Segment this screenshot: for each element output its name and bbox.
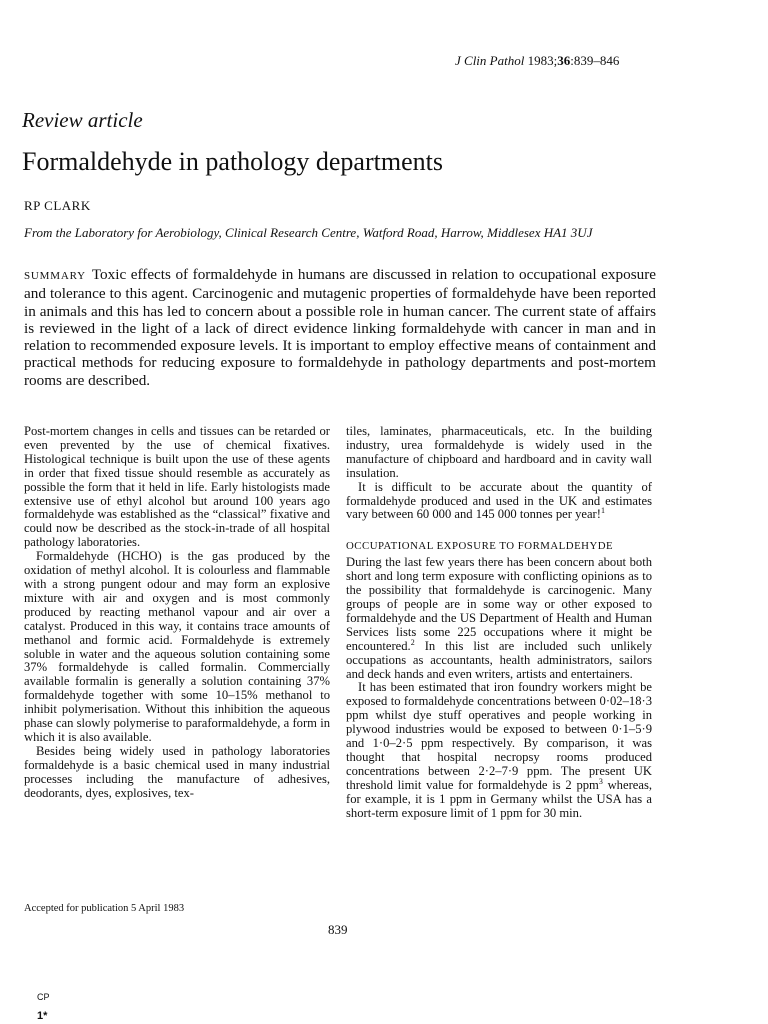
section-heading: OCCUPATIONAL EXPOSURE TO FORMALDEHYDE [346, 540, 614, 553]
body-paragraph: Formaldehyde (HCHO) is the gas produced by the oxidation of methyl alcohol. It is colourless and flammable with a strong pungent odour and may form an explosive mixture with air and oxygen and is most commonly produced by reacting methanol vapour and air over a catalyst. Produced in this way, it contains trace amounts of methanol and formic acid. Formaldehyde is extremely soluble in water and the aqueous solution containing some 37% formaldehyde is called formalin. Commercially available formalin is generally a solution containing 37% formaldehyde together with some 10–15% methanol to inhibit polymerisation. Without this inhibition the aqueous phase can slowly polymerise to paraformaldehyde, a form in which it is also available. [24, 549, 330, 744]
journal-year: 1983; [527, 53, 558, 68]
author-affiliation: From the Laboratory for Aerobiology, Clinical Research Centre, Watford Road, Harrow, Middlesex HA1 3UJ [24, 225, 593, 240]
reference-marker[interactable]: 1 [600, 506, 605, 516]
page-number: 839 [328, 922, 348, 937]
printer-mark-cp: CP [37, 992, 50, 1002]
abstract-text: Toxic effects of formaldehyde in humans are discussed in relation to occupational exposure and tolerance to this agent. Carcinogenic and mutagenic properties of formaldehyde have been reported in animals and this has led to concern about a possible role in human cancer. The current state of affairs is reviewed in the light of a lack of direct evidence linking formaldehyde with cancer in man and in relation to recommended exposure levels. It is important to employ effective means of containment and practical methods for reducing exposure to formaldehyde in pathology departments and post-mortem rooms are described. [24, 266, 656, 389]
body-column-right [346, 425, 652, 820]
reference-marker[interactable]: 2 [410, 637, 415, 647]
abstract [24, 266, 656, 389]
journal-citation [455, 53, 619, 69]
paragraph-text: whereas, for example, it is 1 ppm in Germany whilst the USA has a short-term exposure limit of 1 ppm for 30 min. [346, 777, 652, 820]
printer-signature-mark: 1* [37, 1010, 48, 1022]
author-name: RP CLARK [24, 198, 91, 213]
journal-volume: 36 [557, 53, 571, 68]
body-paragraph: tiles, laminates, pharmaceuticals, etc. In the building industry, urea formaldehyde is widely used in the manufacture of chipboard and hardboard and in cavity wall insulation. [346, 424, 652, 480]
body-paragraph [346, 556, 652, 681]
reference-marker[interactable]: 3 [598, 776, 603, 786]
body-paragraph: Besides being widely used in pathology laboratories formaldehyde is a basic chemical used in many industrial processes including the manufacture of adhesives, deodorants, dyes, explosives, tex- [24, 743, 330, 800]
article-title: Formaldehyde in pathology departments [22, 147, 443, 176]
body-paragraph: Post-mortem changes in cells and tissues can be retarded or even prevented by the use of chemical fixatives. Histological technique is built upon the use of these agents in order that fixed tissue should resemble as accurately as possible the form that it held in life. Early histologists made extensive use of ethyl alcohol but around 100 years ago formaldehyde was established as the “classical” fixative and could now be described as the stock-in-trade of all hospital pathology laboratories. [24, 424, 330, 550]
journal-name: J Clin Pathol [455, 53, 525, 68]
paragraph-text: During the last few years there has been concern about both short and long term exposure with conflicting opinions as to the possibility that formaldehyde is carcinogenic. Many groups of people are in some way or other exposed to formaldehyde and the US Department of Health and Human Services lists some 225 occupations where it might be encountered. [346, 555, 652, 653]
body-paragraph [346, 481, 652, 523]
paragraph-text: It has been estimated that iron foundry workers might be exposed to formaldehyde concentrations between 0·02–18·3 ppm whilst dye stuff operatives and people working in plywood industries would be exposed to between 0·1–5·9 and 1·0–2·5 ppm respectively. By comparison, it was thought that hospital necropsy rooms produced concentrations between 2·2–7·9 ppm. The present UK threshold limit value for formaldehyde is 2 ppm [346, 680, 652, 792]
body-paragraph [346, 681, 652, 820]
article-type-label: Review article [22, 108, 143, 132]
accepted-date-note: Accepted for publication 5 April 1983 [24, 903, 185, 914]
paragraph-text: It is difficult to be accurate about the quantity of formaldehyde produced and used in the UK and estimates vary between 60 000 and 145 000 tonnes per year! [346, 479, 652, 522]
journal-pages: :839–846 [570, 53, 620, 68]
body-column-left [24, 425, 330, 800]
paragraph-text: In this list are included such unlikely occupations as accountants, health administrators, sailors and deck hands and even writers, artists and entertainers. [346, 638, 652, 681]
abstract-label: SUMMARY [24, 270, 86, 282]
